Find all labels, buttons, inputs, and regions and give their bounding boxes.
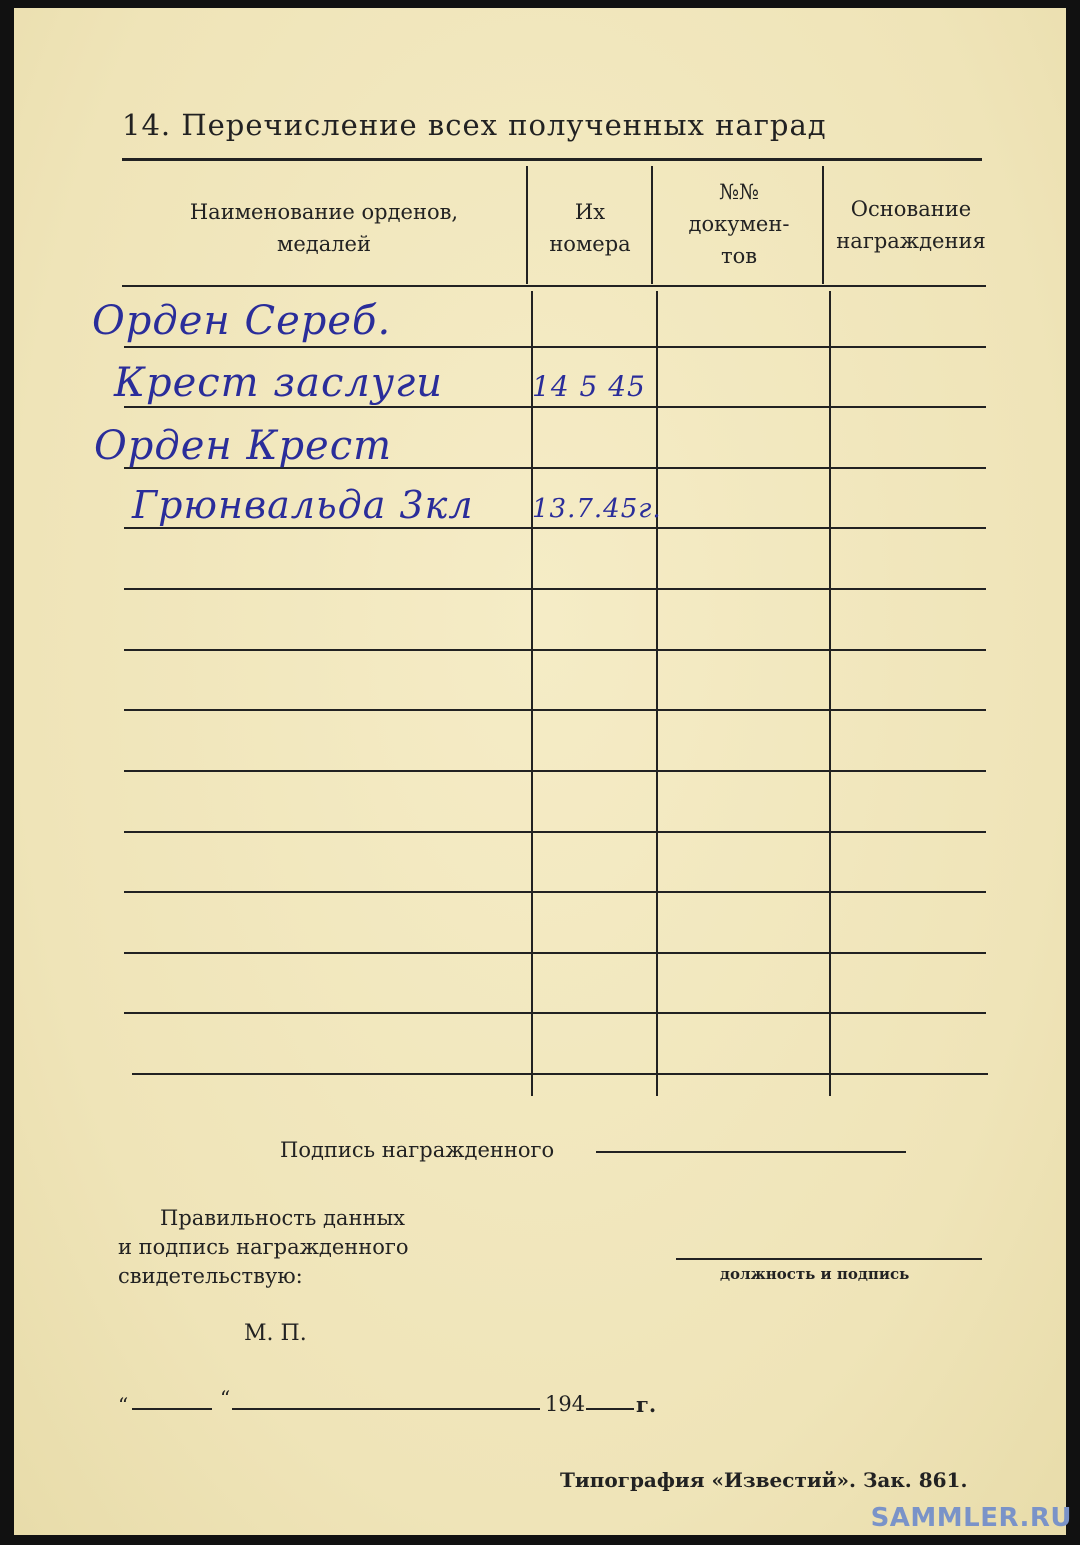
date-year-line <box>586 1408 634 1410</box>
column-header-number-line2: номера <box>549 232 631 256</box>
row-rule <box>124 346 986 348</box>
column-header-number-line1: Их <box>574 200 606 224</box>
body-divider-2 <box>656 291 658 1096</box>
entry-number-4: 13.7.45г. <box>532 494 662 524</box>
date-quote-2: “ <box>220 1386 231 1410</box>
row-rule <box>124 588 986 590</box>
header-divider-3 <box>822 166 824 284</box>
date-day-line <box>132 1408 212 1410</box>
section-title: 14. Перечисление всех полученных наград <box>122 108 827 142</box>
row-rule <box>124 709 986 711</box>
body-divider-1 <box>531 291 533 1096</box>
column-header-documents-line2: докумен- <box>688 212 790 236</box>
column-header-basis-line1: Основание <box>850 197 972 221</box>
header-divider-1 <box>526 166 528 284</box>
date-year: 194 <box>545 1392 586 1416</box>
certify-line-2: и подпись награжденного <box>118 1235 409 1259</box>
column-header-documents-line1: №№ <box>719 180 759 204</box>
position-label: должность и подпись <box>720 1265 910 1283</box>
column-header-number <box>529 196 651 260</box>
row-rule <box>124 891 986 893</box>
column-header-documents <box>656 176 822 272</box>
header-divider-2 <box>651 166 653 284</box>
row-rule <box>124 770 986 772</box>
column-header-basis <box>826 193 996 257</box>
date-quote-1: “ <box>118 1393 129 1417</box>
column-header-name <box>124 196 524 260</box>
certify-line-1: Правильность данных <box>160 1206 405 1230</box>
signature-line <box>596 1151 906 1153</box>
row-rule <box>124 406 986 408</box>
entry-number-2: 14 5 45 <box>532 370 646 403</box>
row-rule <box>124 831 986 833</box>
body-divider-3 <box>829 291 831 1096</box>
row-rule <box>132 1073 988 1075</box>
row-rule <box>124 649 986 651</box>
entry-name-1: Орден Сереб. <box>92 298 392 344</box>
document-page <box>14 8 1066 1535</box>
column-header-documents-line3: тов <box>720 244 758 268</box>
date-month-line <box>232 1408 540 1410</box>
column-header-name-line1: Наименование орденов, <box>189 200 459 224</box>
column-header-basis-line2: награждения <box>836 229 986 253</box>
stamp-place: М. П. <box>244 1321 307 1346</box>
table-header-rule <box>122 285 986 287</box>
watermark: SAMMLER.RU <box>870 1503 1072 1533</box>
entry-name-3: Орден Крест <box>94 423 393 469</box>
row-rule <box>124 527 986 529</box>
column-header-name-line2: медалей <box>277 232 371 256</box>
entry-name-2: Крест заслуги <box>114 360 443 406</box>
table-top-rule <box>122 158 982 161</box>
position-signature-line <box>676 1258 982 1260</box>
printer-imprint: Типография «Известий». Зак. 861. <box>560 1468 968 1492</box>
date-suffix: г. <box>636 1392 657 1417</box>
entry-name-4: Грюнвальда 3кл <box>132 483 474 527</box>
certify-line-3: свидетельствую: <box>118 1264 303 1288</box>
row-rule <box>124 952 986 954</box>
signature-label: Подпись награжденного <box>280 1138 555 1162</box>
row-rule <box>124 1012 986 1014</box>
